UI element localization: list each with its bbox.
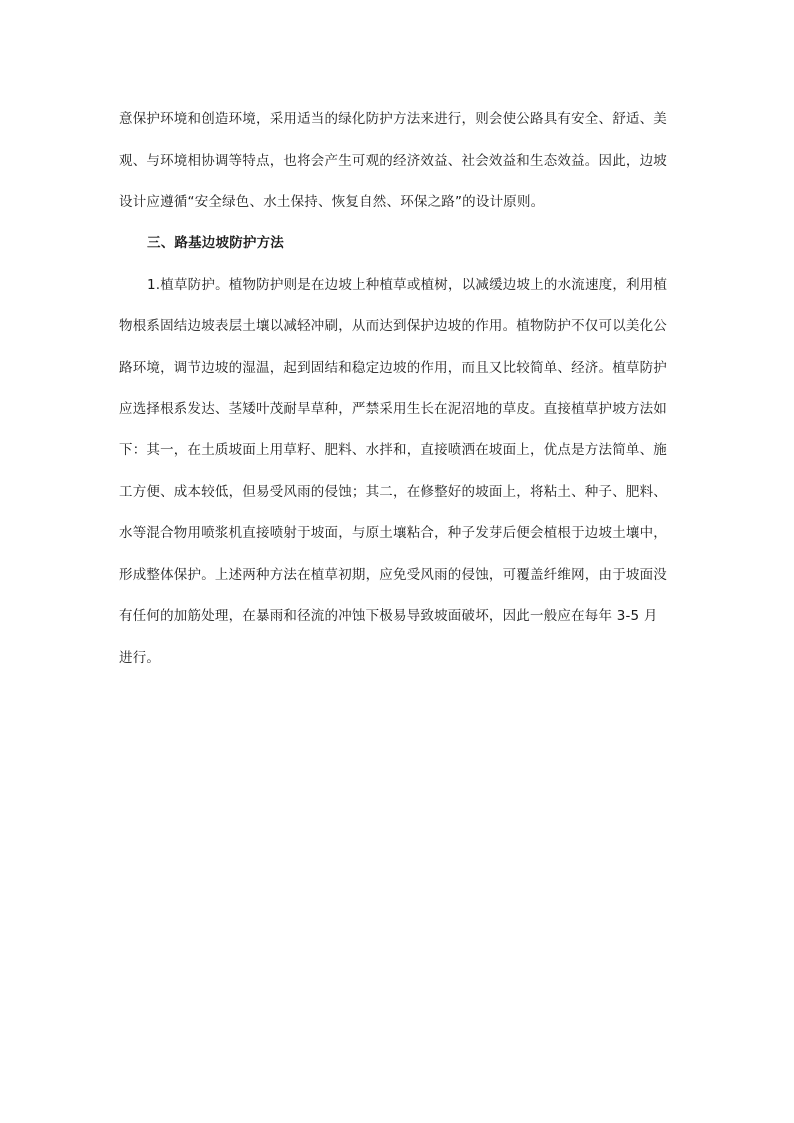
paragraph-2-line-9: 有任何的加筋处理，在暴雨和径流的冲蚀下极易导致坡面破坏，因此一般应在每年 3-5 月 [119,608,658,624]
paragraph-2-line-3: 路环境，调节边坡的湿温，起到固结和稳定边坡的作用，而且又比较简单、经济。植草防护 [119,360,667,376]
paragraph-2-line-10: 进行。 [119,650,161,666]
paragraph-2-line-1: 1.植草防护。植物防护则是在边坡上种植草或植树，以减缓边坡上的水流速度，利用植 [147,277,668,293]
section-heading: 三、路基边坡防护方法 [147,235,284,251]
paragraph-2-line-2: 物根系固结边坡表层土壤以减轻冲刷，从而达到保护边坡的作用。植物防护不仅可以美化公 [119,318,667,334]
paragraph-2-line-5: 下：其一，在土质坡面上用草籽、肥料、水拌和，直接喷洒在坡面上，优点是方法简单、施 [119,442,667,458]
paragraph-2-line-8: 形成整体保护。上述两种方法在植草初期，应免受风雨的侵蚀，可覆盖纤维网，由于坡面没 [119,567,667,583]
paragraph-1-line-3: 设计应遵循“安全绿色、水土保持、恢复自然、环保之路”的设计原则。 [119,194,545,210]
paragraph-1-line-2: 观、与环境相协调等特点，也将会产生可观的经济效益、社会效益和生态效益。因此，边坡 [119,153,667,169]
paragraph-1-line-1: 意保护环境和创造环境，采用适当的绿化防护方法来进行，则会使公路具有安全、舒适、美 [119,111,667,127]
paragraph-2-line-4: 应选择根系发达、茎矮叶茂耐旱草种，严禁采用生长在泥沼地的草皮。直接植草护坡方法如 [119,401,667,417]
paragraph-2-line-6: 工方便、成本较低，但易受风雨的侵蚀；其二，在修整好的坡面上，将粘土、种子、肥料、 [119,484,667,500]
paragraph-2-line-7: 水等混合物用喷浆机直接喷射于坡面，与原土壤粘合，种子发芽后便会植根于边坡土壤中， [119,525,667,541]
